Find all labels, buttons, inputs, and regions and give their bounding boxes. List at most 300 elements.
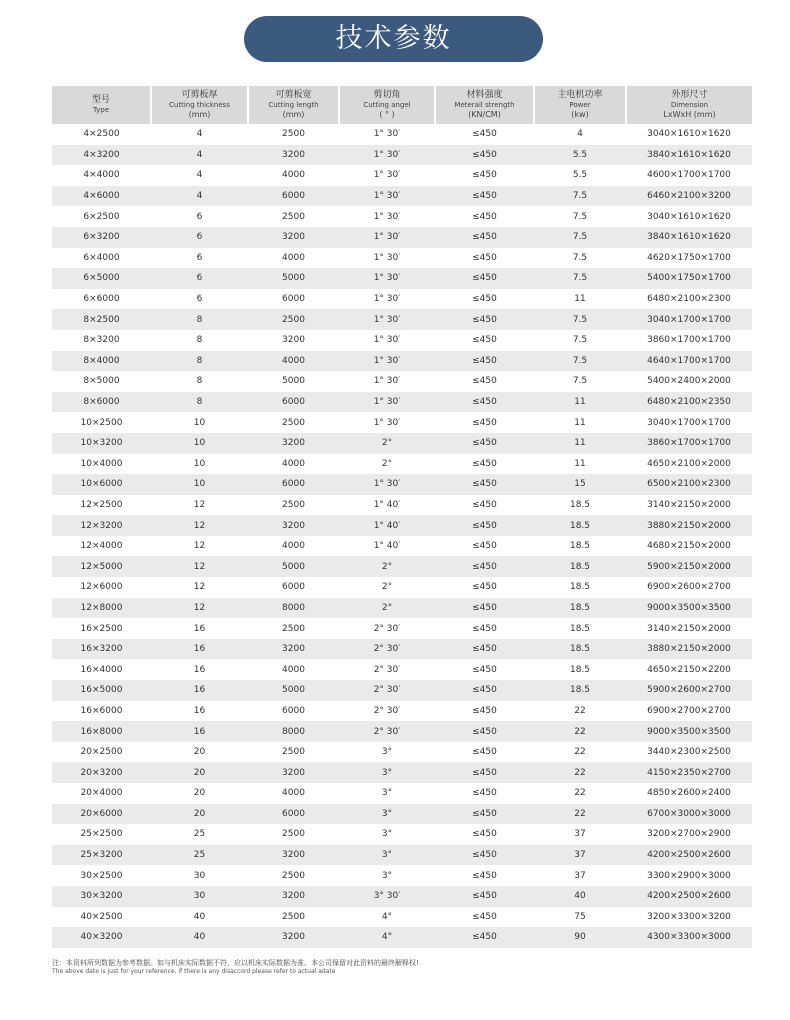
cell-angle: 1° 30′: [339, 227, 435, 248]
column-header-power-cn: 主电机功率: [557, 90, 603, 100]
cell-dimension: 3140×2150×2000: [647, 499, 731, 510]
cell-strength: ≤450: [472, 294, 497, 305]
cell-type: 12×4000: [80, 541, 123, 552]
cell-length: 6000: [248, 804, 339, 825]
cell-angle: 1° 30′: [373, 170, 401, 181]
table-row: [52, 392, 752, 413]
table-row: [52, 124, 752, 145]
cell-thickness: 12: [151, 556, 248, 577]
cell-length: 3200: [248, 927, 339, 948]
cell-angle: 1° 30′: [339, 186, 435, 207]
cell-dimension: 4640×1700×1700: [626, 351, 752, 372]
cell-dimension: 4680×2150×2000: [647, 541, 731, 552]
cell-power: 7.5: [572, 335, 588, 346]
table-row: [52, 433, 752, 454]
cell-length: 2500: [282, 129, 305, 140]
cell-angle: 2° 30′: [373, 623, 401, 634]
cell-angle: 4°: [339, 927, 435, 948]
cell-thickness: 10: [151, 474, 248, 495]
table-row: [52, 824, 752, 845]
cell-angle: 3°: [381, 747, 393, 758]
cell-thickness: 4: [151, 145, 248, 166]
cell-angle: 3°: [339, 845, 435, 866]
column-header-power-en: Power: [569, 101, 591, 109]
cell-power: 7.5: [572, 252, 588, 263]
cell-dimension: 3040×1700×1700: [647, 417, 731, 428]
cell-strength: ≤450: [435, 268, 534, 289]
cell-strength: ≤450: [472, 499, 497, 510]
table-row: [52, 474, 752, 495]
cell-type: 4×6000: [52, 186, 151, 207]
cell-dimension: 3880×2150×2000: [626, 639, 752, 660]
cell-length: 5000: [248, 680, 339, 701]
cell-type: 16×6000: [80, 705, 123, 716]
cell-strength: ≤450: [435, 392, 534, 413]
cell-thickness: 20: [151, 762, 248, 783]
cell-thickness: 6: [151, 268, 248, 289]
column-header-angle-en: Cutting angel: [363, 101, 411, 109]
cell-strength: ≤450: [472, 129, 497, 140]
table-row: [52, 186, 752, 207]
cell-thickness: 6: [196, 294, 203, 305]
column-header-thickness-en: Cutting thickness: [169, 101, 230, 109]
cell-type: 16×5000: [52, 680, 151, 701]
cell-strength: ≤450: [472, 458, 497, 469]
cell-dimension: 5900×2150×2000: [626, 556, 752, 577]
cell-type: 40×2500: [80, 911, 123, 922]
cell-dimension: 5900×2600×2700: [626, 680, 752, 701]
table-row: [52, 907, 752, 928]
cell-thickness: 12: [151, 598, 248, 619]
cell-dimension: 3860×1700×1700: [647, 335, 731, 346]
table-row: [52, 309, 752, 330]
cell-length: 3200: [248, 845, 339, 866]
cell-dimension: 3880×2150×2000: [626, 515, 752, 536]
cell-strength: ≤450: [435, 351, 534, 372]
cell-type: 16×8000: [52, 721, 151, 742]
column-header-thickness-cn: 可剪板厚: [181, 90, 218, 100]
cell-type: 8×2500: [52, 309, 151, 330]
cell-angle: 4°: [381, 911, 393, 922]
cell-type: 20×6000: [52, 804, 151, 825]
column-header-length-en: Cutting length: [268, 101, 319, 109]
cell-thickness: 40: [193, 911, 206, 922]
cell-power: 18.5: [569, 664, 591, 675]
cell-angle: 1° 30′: [339, 392, 435, 413]
cell-thickness: 4: [196, 170, 203, 181]
cell-strength: ≤450: [472, 252, 497, 263]
cell-strength: ≤450: [435, 433, 534, 454]
cell-angle: 1° 30′: [373, 335, 401, 346]
cell-dimension: 3040×1700×1700: [626, 309, 752, 330]
cell-power: 18.5: [569, 582, 591, 593]
cell-length: 2500: [282, 747, 305, 758]
cell-type: 6×6000: [83, 294, 120, 305]
cell-type: 4×3200: [52, 145, 151, 166]
cell-dimension: 5400×1750×1700: [626, 268, 752, 289]
cell-angle: 3°: [381, 870, 393, 881]
cell-length: 3200: [248, 515, 339, 536]
cell-strength: ≤450: [435, 886, 534, 907]
cell-angle: 2° 30′: [339, 680, 435, 701]
cell-thickness: 12: [193, 582, 206, 593]
cell-dimension: 3440×2300×2500: [647, 747, 731, 758]
cell-type: 6×3200: [52, 227, 151, 248]
cell-thickness: 25: [193, 829, 206, 840]
table-row: [52, 371, 752, 392]
column-header-strength: [435, 86, 534, 124]
column-header-dimension-cn: 外形尺寸: [671, 90, 708, 100]
table-row: [52, 742, 752, 763]
column-header-length: [248, 86, 339, 124]
cell-angle: 1° 40′: [339, 515, 435, 536]
cell-length: 3200: [248, 762, 339, 783]
cell-length: 6000: [248, 186, 339, 207]
cell-length: 4000: [282, 458, 305, 469]
cell-dimension: 4200×2500×2600: [626, 886, 752, 907]
cell-power: 7.5: [572, 211, 588, 222]
table-row: [52, 886, 752, 907]
cell-power: 37: [574, 870, 586, 881]
cell-angle: 1° 40′: [373, 541, 401, 552]
cell-type: 16×4000: [80, 664, 123, 675]
cell-dimension: 4600×1700×1700: [647, 170, 731, 181]
table-row: [52, 454, 752, 475]
cell-type: 10×3200: [52, 433, 151, 454]
footnote: [52, 959, 752, 976]
table-row: [52, 845, 752, 866]
cell-angle: 2°: [339, 433, 435, 454]
cell-angle: 2° 30′: [373, 664, 401, 675]
cell-power: 7.5: [534, 186, 626, 207]
footnote-en: The above date is just for your reference, if there is any disaccord please refer to actual adate: [52, 968, 336, 975]
cell-length: 3200: [248, 145, 339, 166]
cell-angle: 3°: [381, 788, 393, 799]
column-header-dimension-en: Dimension: [670, 101, 709, 109]
cell-thickness: 30: [193, 870, 206, 881]
table-row: [52, 495, 752, 516]
cell-thickness: 16: [193, 705, 206, 716]
cell-power: 18.5: [534, 680, 626, 701]
cell-power: 22: [534, 721, 626, 742]
table-row: [52, 165, 752, 186]
cell-angle: 2°: [339, 556, 435, 577]
cell-power: 7.5: [534, 351, 626, 372]
cell-dimension: 6480×2100×2300: [647, 294, 731, 305]
cell-power: 75: [574, 911, 586, 922]
cell-power: 11: [574, 417, 586, 428]
cell-strength: ≤450: [435, 186, 534, 207]
cell-type: 40×3200: [52, 927, 151, 948]
cell-strength: ≤450: [435, 598, 534, 619]
cell-length: 3200: [248, 639, 339, 660]
cell-power: 7.5: [534, 227, 626, 248]
cell-length: 6000: [248, 474, 339, 495]
cell-angle: 1° 30′: [339, 145, 435, 166]
column-header-length-unit: (mm): [282, 110, 305, 119]
cell-power: 40: [534, 886, 626, 907]
cell-thickness: 16: [193, 664, 206, 675]
cell-strength: ≤450: [472, 664, 497, 675]
cell-strength: ≤450: [472, 170, 497, 181]
cell-strength: ≤450: [472, 582, 497, 593]
cell-power: 11: [534, 433, 626, 454]
cell-power: 15: [534, 474, 626, 495]
table-row: [52, 762, 752, 783]
cell-power: 22: [574, 747, 586, 758]
cell-dimension: 6460×2100×3200: [626, 186, 752, 207]
cell-length: 3200: [282, 335, 305, 346]
cell-angle: 3° 30′: [339, 886, 435, 907]
page-title: 技术参数: [244, 16, 543, 62]
cell-strength: ≤450: [472, 541, 497, 552]
cell-dimension: 6700×3000×3000: [626, 804, 752, 825]
column-header-type-en: Type: [92, 106, 110, 114]
cell-dimension: 9000×3500×3500: [626, 598, 752, 619]
cell-angle: 1° 30′: [339, 309, 435, 330]
spec-table: [52, 86, 752, 948]
cell-strength: ≤450: [435, 227, 534, 248]
cell-dimension: 3200×3300×3200: [647, 911, 731, 922]
cell-length: 2500: [282, 417, 305, 428]
cell-angle: 1° 30′: [373, 129, 401, 140]
cell-length: 2500: [282, 499, 305, 510]
cell-power: 18.5: [534, 639, 626, 660]
column-header-strength-cn: 材料强度: [466, 90, 503, 100]
table-row: [52, 206, 752, 227]
table-row: [52, 289, 752, 310]
table-row: [52, 618, 752, 639]
cell-angle: 1° 30′: [339, 268, 435, 289]
cell-thickness: 20: [193, 747, 206, 758]
cell-power: 11: [534, 392, 626, 413]
cell-power: 11: [574, 458, 586, 469]
cell-dimension: 3860×1700×1700: [626, 433, 752, 454]
cell-length: 6000: [282, 705, 305, 716]
column-header-thickness-unit: (mm): [188, 110, 211, 119]
cell-dimension: 3040×1610×1620: [647, 129, 731, 140]
cell-angle: 1° 30′: [373, 211, 401, 222]
cell-type: 12×3200: [52, 515, 151, 536]
cell-type: 25×3200: [52, 845, 151, 866]
column-header-thickness: [151, 86, 248, 124]
cell-type: 20×2500: [80, 747, 123, 758]
cell-power: 22: [574, 788, 586, 799]
table-row: [52, 783, 752, 804]
cell-angle: 1° 30′: [339, 474, 435, 495]
cell-angle: 2°: [381, 458, 393, 469]
cell-thickness: 12: [193, 499, 206, 510]
cell-length: 4000: [282, 541, 305, 552]
cell-power: 7.5: [572, 376, 588, 387]
cell-strength: ≤450: [472, 623, 497, 634]
cell-type: 8×3200: [83, 335, 120, 346]
cell-length: 3200: [248, 886, 339, 907]
cell-strength: ≤450: [472, 705, 497, 716]
table-row: [52, 412, 752, 433]
column-header-power-unit: (kw): [571, 110, 589, 119]
cell-thickness: 25: [151, 845, 248, 866]
cell-power: 22: [574, 705, 586, 716]
cell-strength: ≤450: [472, 911, 497, 922]
table-row: [52, 268, 752, 289]
cell-dimension: 5400×2400×2000: [647, 376, 731, 387]
cell-power: 4: [577, 129, 583, 140]
cell-thickness: 16: [151, 721, 248, 742]
cell-length: 6000: [282, 582, 305, 593]
cell-power: 90: [534, 927, 626, 948]
cell-angle: 2° 30′: [339, 721, 435, 742]
table-row: [52, 639, 752, 660]
cell-type: 6×2500: [83, 211, 120, 222]
cell-type: 6×4000: [83, 252, 120, 263]
table-row: [52, 659, 752, 680]
cell-power: 7.5: [534, 268, 626, 289]
cell-dimension: 3140×2150×2000: [647, 623, 731, 634]
cell-length: 3200: [248, 433, 339, 454]
cell-length: 2500: [282, 870, 305, 881]
cell-strength: ≤450: [472, 417, 497, 428]
cell-thickness: 12: [151, 515, 248, 536]
cell-strength: ≤450: [472, 211, 497, 222]
table-row: [52, 865, 752, 886]
cell-length: 2500: [282, 623, 305, 634]
column-header-length-cn: 可剪板宽: [275, 90, 312, 100]
cell-strength: ≤450: [435, 804, 534, 825]
cell-angle: 1° 30′: [373, 376, 401, 387]
cell-angle: 1° 40′: [373, 499, 401, 510]
cell-type: 20×3200: [52, 762, 151, 783]
cell-power: 5.5: [534, 145, 626, 166]
cell-length: 8000: [248, 721, 339, 742]
cell-type: 12×8000: [52, 598, 151, 619]
cell-strength: ≤450: [435, 309, 534, 330]
cell-thickness: 10: [151, 433, 248, 454]
table-row: [52, 248, 752, 269]
cell-type: 16×2500: [80, 623, 123, 634]
table-body: [52, 124, 752, 948]
cell-thickness: 6: [151, 227, 248, 248]
cell-power: 18.5: [534, 556, 626, 577]
cell-dimension: 6900×2600×2700: [647, 582, 731, 593]
column-header-angle-unit: ( ° ): [379, 110, 395, 119]
cell-dimension: 4300×3300×3000: [626, 927, 752, 948]
cell-type: 16×3200: [52, 639, 151, 660]
column-header-power: [534, 86, 626, 124]
cell-dimension: 4650×2150×2200: [647, 664, 731, 675]
cell-type: 8×4000: [52, 351, 151, 372]
table-row: [52, 556, 752, 577]
table-row: [52, 536, 752, 557]
cell-length: 2500: [248, 309, 339, 330]
cell-thickness: 20: [193, 788, 206, 799]
cell-power: 5.5: [572, 170, 588, 181]
header-row: [52, 86, 752, 124]
cell-dimension: 4620×1750×1700: [647, 252, 731, 263]
cell-strength: ≤450: [472, 829, 497, 840]
cell-thickness: 16: [151, 680, 248, 701]
cell-thickness: 40: [151, 927, 248, 948]
cell-length: 4000: [282, 170, 305, 181]
cell-length: 8000: [248, 598, 339, 619]
cell-type: 6×5000: [52, 268, 151, 289]
cell-dimension: 4650×2100×2000: [647, 458, 731, 469]
cell-type: 30×2500: [80, 870, 123, 881]
cell-length: 5000: [282, 376, 305, 387]
footnote-cn: 注：本资料所列数据为参考数据。如与机床实际数据不符，应以机床实际数据为准。本公司保留对此资料的最终解释权!: [52, 959, 419, 967]
cell-type: 12×2500: [80, 499, 123, 510]
cell-power: 22: [534, 804, 626, 825]
column-header-angle: [339, 86, 435, 124]
column-header-strength-unit: (KN/CM): [468, 110, 501, 119]
cell-length: 5000: [248, 556, 339, 577]
table-row: [52, 598, 752, 619]
cell-power: 22: [534, 762, 626, 783]
cell-strength: ≤450: [472, 376, 497, 387]
column-header-dimension-unit: LxWxH (mm): [663, 110, 716, 119]
cell-thickness: 8: [196, 335, 203, 346]
cell-length: 6000: [282, 294, 305, 305]
cell-thickness: 6: [196, 211, 203, 222]
cell-strength: ≤450: [472, 870, 497, 881]
cell-type: 4×4000: [83, 170, 120, 181]
table-row: [52, 680, 752, 701]
cell-angle: 2°: [381, 582, 393, 593]
cell-strength: ≤450: [435, 639, 534, 660]
cell-dimension: 4150×2350×2700: [626, 762, 752, 783]
cell-dimension: 4200×2500×2600: [626, 845, 752, 866]
cell-dimension: 9000×3500×3500: [626, 721, 752, 742]
cell-strength: ≤450: [435, 474, 534, 495]
cell-type: 25×2500: [80, 829, 123, 840]
cell-angle: 2°: [339, 598, 435, 619]
cell-power: 37: [574, 829, 586, 840]
cell-type: 30×3200: [52, 886, 151, 907]
cell-thickness: 8: [151, 392, 248, 413]
table-row: [52, 701, 752, 722]
cell-length: 6000: [248, 392, 339, 413]
cell-power: 37: [534, 845, 626, 866]
cell-type: 12×6000: [80, 582, 123, 593]
cell-dimension: 4850×2600×2400: [647, 788, 731, 799]
cell-angle: 1° 30′: [373, 294, 401, 305]
cell-length: 2500: [282, 211, 305, 222]
cell-dimension: 3300×2900×3000: [647, 870, 731, 881]
cell-power: 18.5: [534, 598, 626, 619]
cell-strength: ≤450: [435, 845, 534, 866]
cell-strength: ≤450: [435, 927, 534, 948]
cell-thickness: 16: [193, 623, 206, 634]
cell-strength: ≤450: [435, 145, 534, 166]
cell-type: 10×6000: [52, 474, 151, 495]
cell-length: 5000: [248, 268, 339, 289]
cell-thickness: 16: [151, 639, 248, 660]
cell-type: 4×2500: [83, 129, 120, 140]
table-row: [52, 351, 752, 372]
cell-dimension: 6500×2100×2300: [626, 474, 752, 495]
cell-length: 2500: [282, 911, 305, 922]
cell-angle: 3°: [339, 762, 435, 783]
table-row: [52, 145, 752, 166]
cell-power: 11: [574, 294, 586, 305]
cell-thickness: 4: [196, 129, 203, 140]
cell-strength: ≤450: [435, 556, 534, 577]
cell-thickness: 8: [151, 309, 248, 330]
cell-strength: ≤450: [435, 721, 534, 742]
table-row: [52, 577, 752, 598]
cell-dimension: 6900×2700×2700: [647, 705, 731, 716]
cell-power: 18.5: [569, 623, 591, 634]
